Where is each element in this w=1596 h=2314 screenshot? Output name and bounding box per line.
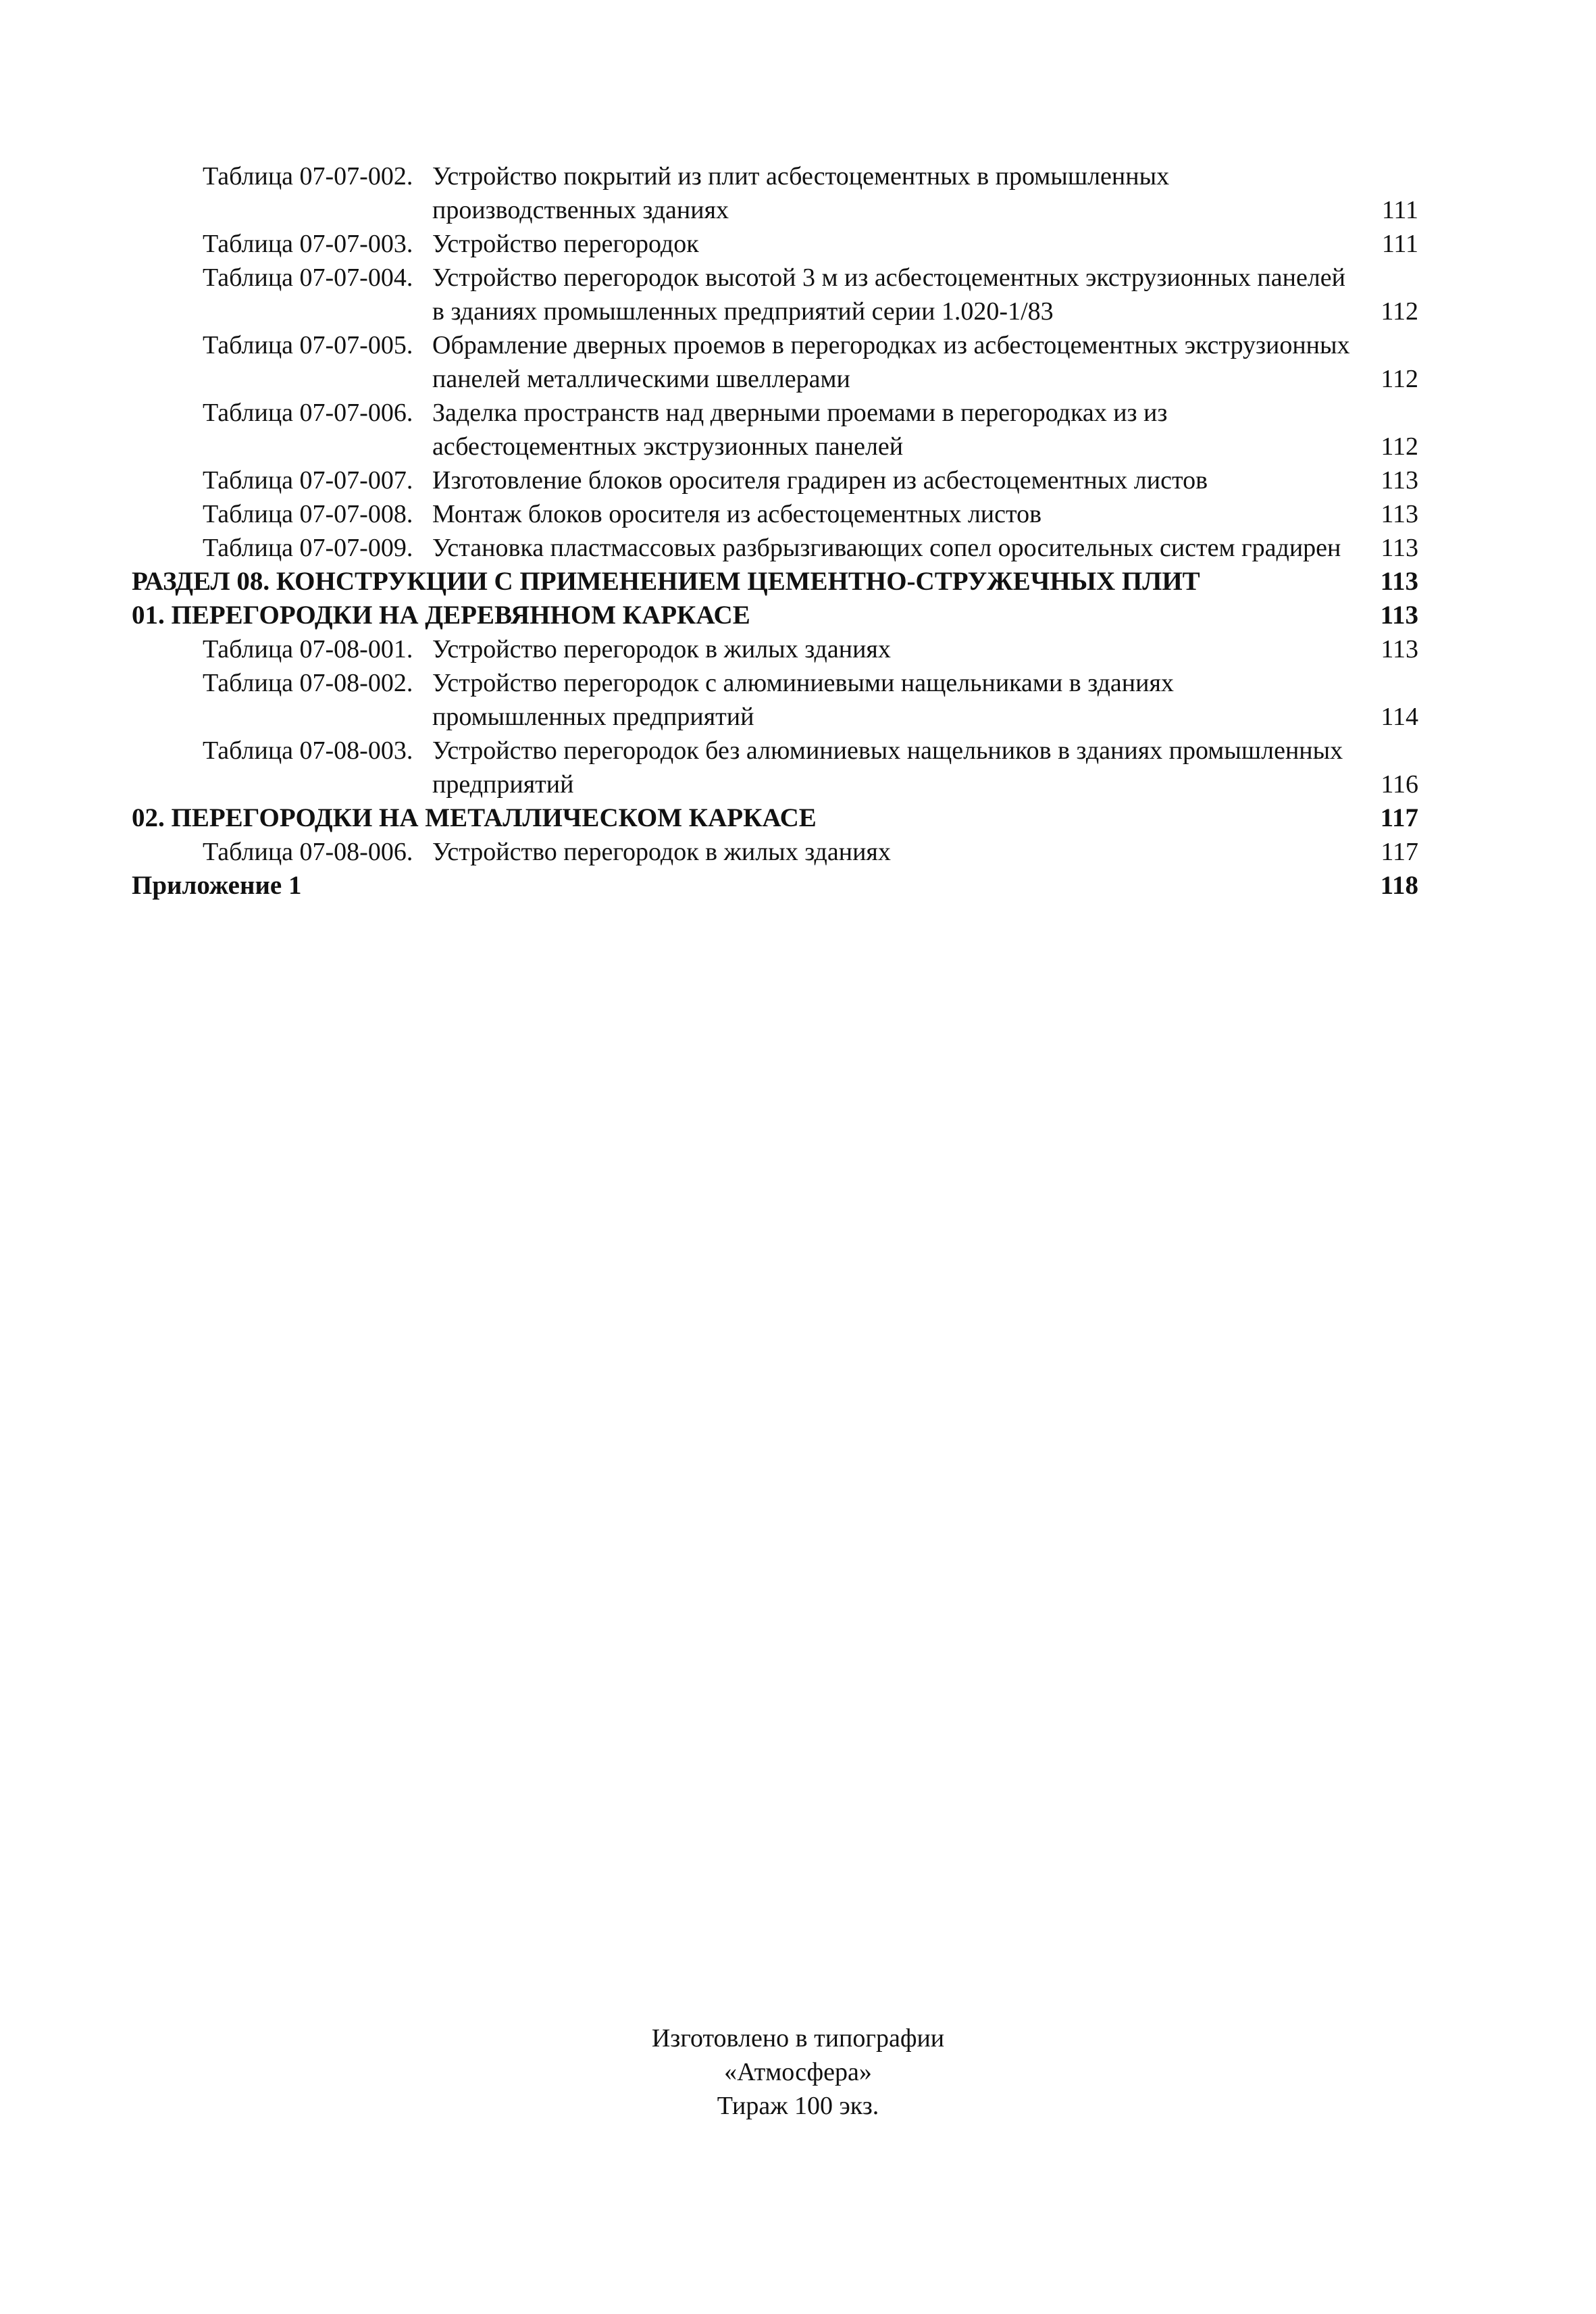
toc-entry-page: 111 xyxy=(1381,230,1418,258)
toc-entry-title: Монтаж блоков оросителя из асбестоцементных листов xyxy=(432,500,1042,528)
table-of-contents xyxy=(132,159,1418,903)
toc-appendix-page: 118 xyxy=(1380,871,1418,900)
toc-entry-title: Обрамление дверных проемов в перегородках из асбестоцементных экструзионных панелей металлическими швеллерами xyxy=(432,331,1350,393)
toc-section-title: РАЗДЕЛ 08. КОНСТРУКЦИИ С ПРИМЕНЕНИЕМ ЦЕМЕНТНО-СТРУЖЕЧНЫХ ПЛИТ xyxy=(132,567,1200,596)
toc-entry[interactable] xyxy=(132,328,1418,396)
toc-entry-page: 113 xyxy=(1381,534,1418,562)
toc-entry-label: Таблица 07-08-001. xyxy=(203,635,413,663)
toc-entry-label: Таблица 07-08-003. xyxy=(203,736,413,765)
toc-entry-label: Таблица 07-07-002. xyxy=(203,162,413,191)
toc-entry-title: Устройство перегородок высотой 3 м из асбестоцементных экструзионных панелей в зданиях промышленных предприятий серии 1.020-1/83 xyxy=(432,263,1345,326)
toc-entry-title: Устройство перегородок xyxy=(432,230,699,258)
toc-section-page: 117 xyxy=(1380,803,1418,832)
toc-entry-title: Устройство перегородок без алюминиевых нащельников в зданиях промышленных предприятий xyxy=(432,736,1343,799)
toc-entry[interactable] xyxy=(132,734,1418,801)
toc-entry-page: 116 xyxy=(1381,770,1418,799)
toc-entry[interactable] xyxy=(132,835,1418,869)
toc-entry-page: 112 xyxy=(1381,297,1418,326)
toc-entry-label: Таблица 07-07-007. xyxy=(203,466,413,495)
toc-entry-page: 113 xyxy=(1381,635,1418,663)
imprint-print-run: Тираж 100 экз. xyxy=(717,2092,879,2120)
toc-entry-label: Таблица 07-07-009. xyxy=(203,534,413,562)
toc-section-page: 113 xyxy=(1380,567,1418,596)
toc-entry-title: Заделка пространств над дверными проемами в перегородках из из асбестоцементных экструзионных панелей xyxy=(432,399,1168,461)
toc-entry[interactable] xyxy=(132,396,1418,463)
toc-entry-page: 113 xyxy=(1381,500,1418,528)
toc-section-title: 01. ПЕРЕГОРОДКИ НА ДЕРЕВЯННОМ КАРКАСЕ xyxy=(132,601,750,630)
toc-entry[interactable] xyxy=(132,159,1418,227)
toc-entry-label: Таблица 07-07-003. xyxy=(203,230,413,258)
toc-entry[interactable] xyxy=(132,666,1418,734)
toc-section-title: 02. ПЕРЕГОРОДКИ НА МЕТАЛЛИЧЕСКОМ КАРКАСЕ xyxy=(132,803,817,832)
toc-section-heading[interactable] xyxy=(132,599,1418,632)
toc-entry-title: Устройство перегородок с алюминиевыми нащельниками в зданиях промышленных предприятий xyxy=(432,669,1174,731)
toc-entry-title: Изготовление блоков оросителя градирен из асбестоцементных листов xyxy=(432,466,1208,495)
toc-section-heading[interactable] xyxy=(132,565,1418,599)
toc-section-heading[interactable] xyxy=(132,801,1418,835)
toc-entry-title: Устройство покрытий из плит асбестоцементных в промышленных производственных зданиях xyxy=(432,162,1170,224)
toc-entry-page: 112 xyxy=(1381,365,1418,393)
toc-entry[interactable] xyxy=(132,497,1418,531)
toc-entry-page: 112 xyxy=(1381,432,1418,461)
toc-entry[interactable] xyxy=(132,261,1418,328)
toc-appendix-title: Приложение 1 xyxy=(132,871,302,900)
toc-section-page: 113 xyxy=(1380,601,1418,630)
toc-entry[interactable] xyxy=(132,531,1418,565)
toc-entry[interactable] xyxy=(132,632,1418,666)
imprint-printer-line: Изготовлено в типографии xyxy=(651,2024,945,2053)
toc-entry-page: 117 xyxy=(1381,838,1418,866)
toc-entry-label: Таблица 07-07-008. xyxy=(203,500,413,528)
toc-entry-title: Установка пластмассовых разбрызгивающих сопел оросительных систем градирен xyxy=(432,534,1341,562)
toc-entry-label: Таблица 07-07-006. xyxy=(203,399,413,427)
toc-entry-page: 111 xyxy=(1381,196,1418,224)
printing-imprint xyxy=(0,2021,1596,2123)
toc-entry[interactable] xyxy=(132,463,1418,497)
toc-entry-label: Таблица 07-08-006. xyxy=(203,838,413,866)
toc-entry-title: Устройство перегородок в жилых зданиях xyxy=(432,838,891,866)
toc-entry-label: Таблица 07-08-002. xyxy=(203,669,413,697)
imprint-printer-name: «Атмосфера» xyxy=(724,2058,872,2086)
toc-entry-label: Таблица 07-07-004. xyxy=(203,263,413,292)
toc-entry-label: Таблица 07-07-005. xyxy=(203,331,413,359)
toc-entry[interactable] xyxy=(132,227,1418,261)
toc-entry-page: 113 xyxy=(1381,466,1418,495)
toc-entry-page: 114 xyxy=(1381,703,1418,731)
toc-appendix-heading[interactable] xyxy=(132,869,1418,903)
toc-entry-title: Устройство перегородок в жилых зданиях xyxy=(432,635,891,663)
